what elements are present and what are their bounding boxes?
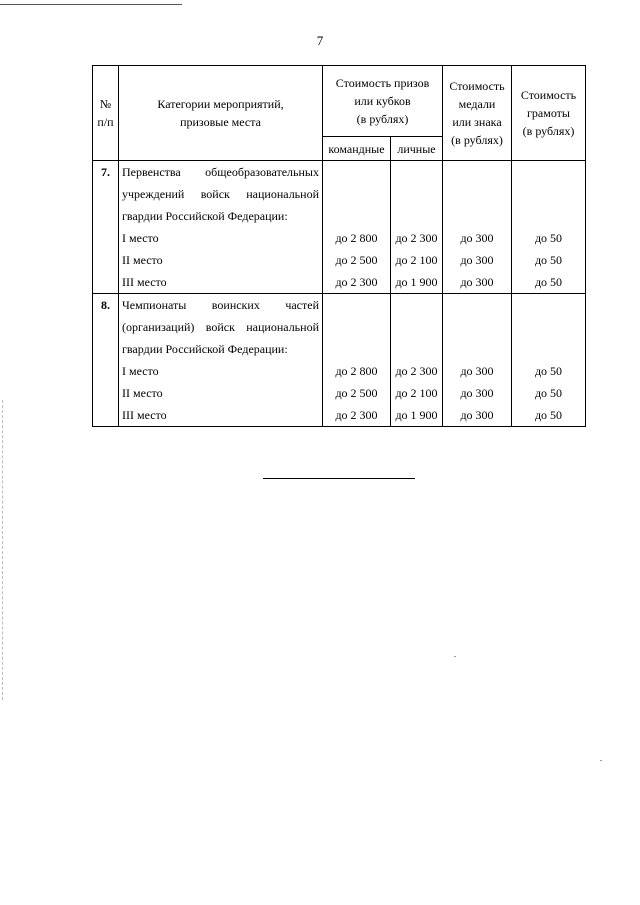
place-label: II место: [122, 253, 163, 267]
header-prize-cost: Стоимость призов или кубков (в рублях): [323, 66, 443, 137]
personal-values: до 2 300 до 2 100 до 1 900: [391, 294, 443, 427]
certificate-values: до 50 до 50 до 50: [512, 294, 586, 427]
team-values: до 2 800 до 2 500 до 2 300: [323, 161, 391, 294]
row-number: 7.: [93, 161, 119, 294]
team-values: до 2 800 до 2 500 до 2 300: [323, 294, 391, 427]
place-label: II место: [122, 386, 163, 400]
row-category: Чемпионаты воинских частей (организаций) войск национальной гвардии Российской Федерации: I место II место III место: [119, 294, 323, 427]
table-row: [93, 294, 586, 427]
end-rule: [263, 478, 415, 479]
header-number: № п/п: [93, 66, 119, 161]
place-label: III место: [122, 275, 167, 289]
medal-values: до 300 до 300 до 300: [443, 161, 512, 294]
scan-margin-artifact: [2, 400, 4, 700]
header-category: Категории мероприятий, призовые места: [119, 66, 323, 161]
table-row: [93, 161, 586, 294]
top-rule: [0, 4, 182, 5]
place-label: I место: [122, 364, 159, 378]
place-label: I место: [122, 231, 159, 245]
scan-speck: [600, 760, 602, 761]
prize-cost-table: [92, 65, 586, 427]
header-personal: личные: [391, 137, 443, 161]
certificate-values: до 50 до 50 до 50: [512, 161, 586, 294]
page-number: 7: [316, 33, 324, 48]
header-team: командные: [323, 137, 391, 161]
medal-values: до 300 до 300 до 300: [443, 294, 512, 427]
row-number: 8.: [93, 294, 119, 427]
personal-values: до 2 300 до 2 100 до 1 900: [391, 161, 443, 294]
scan-speck: [454, 656, 456, 657]
header-certificate-cost: Стоимость грамоты (в рублях): [512, 66, 586, 161]
header-medal-cost: Стоимость медали или знака (в рублях): [443, 66, 512, 161]
row-category: Первенства общеобразовательных учреждений войск национальной гвардии Российской Федерации: I место II место III место: [119, 161, 323, 294]
place-label: III место: [122, 408, 167, 422]
